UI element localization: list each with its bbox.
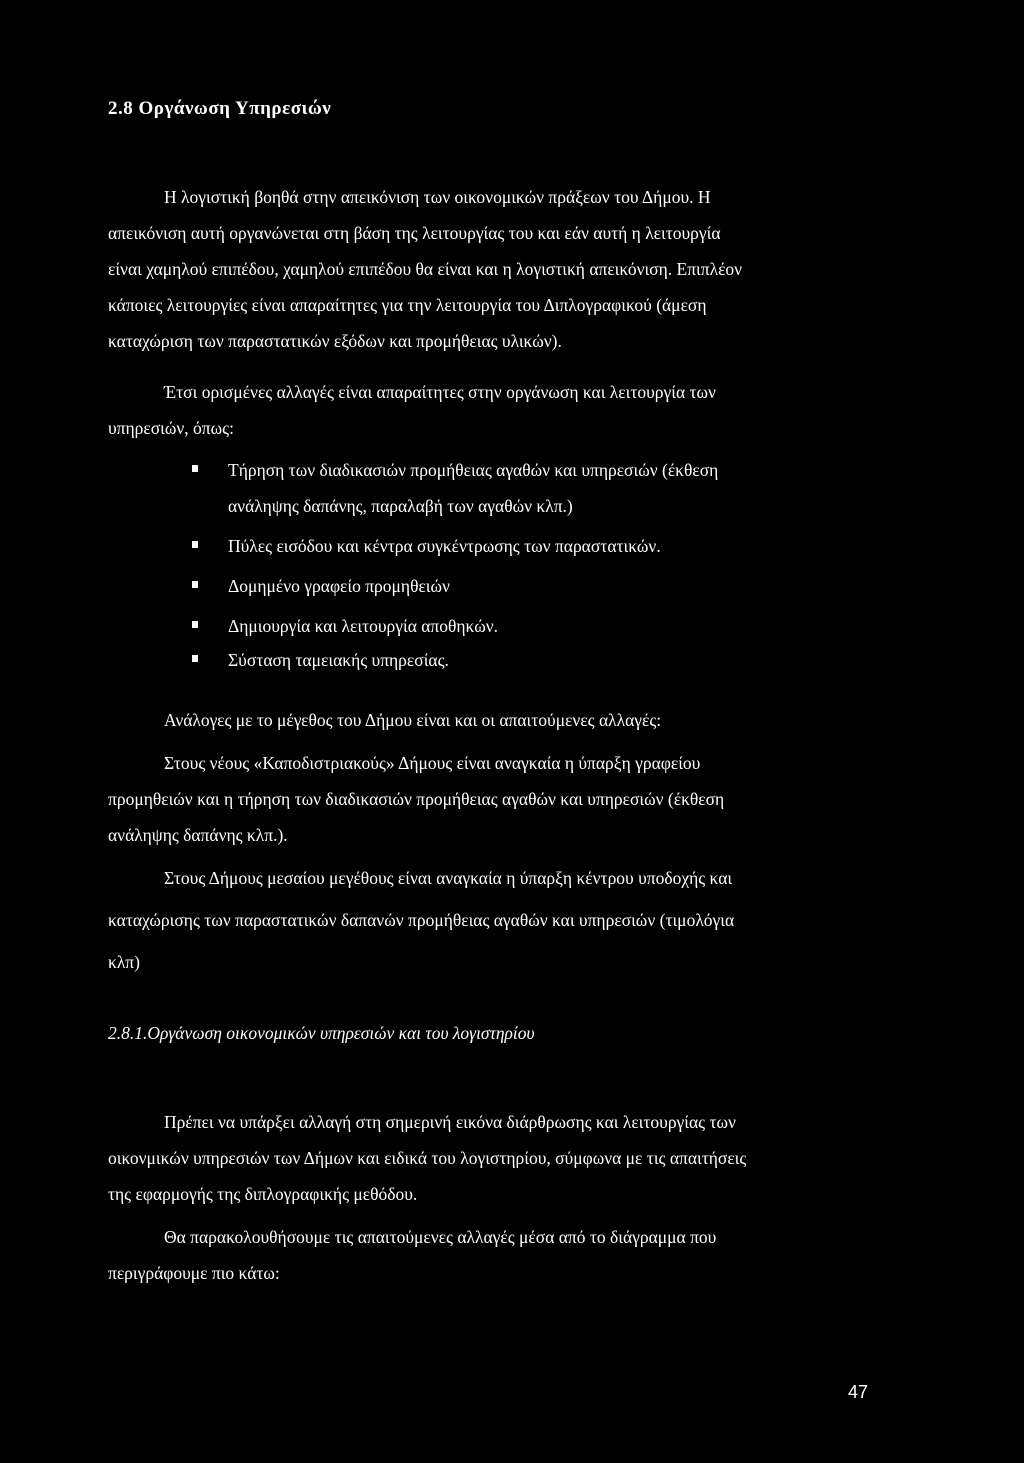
- changes-intro-line: Έτσι ορισμένες αλλαγές είναι απαραίτητες στην οργάνωση και λειτουργία των: [164, 382, 716, 402]
- medium-municipalities-paragraph: [108, 860, 888, 980]
- restructure-line: της εφαρμογής της διπλογραφικής μεθόδου.: [108, 1184, 418, 1204]
- changes-intro-line: υπηρεσιών, όπως:: [108, 418, 234, 438]
- changes-intro-paragraph: [108, 374, 888, 446]
- list-item: [192, 528, 892, 564]
- intro-paragraph: [108, 179, 888, 359]
- section-heading: 2.8 Οργάνωση Υπηρεσιών: [108, 98, 332, 119]
- required-changes-list: [192, 452, 892, 678]
- restructure-paragraph: [108, 1104, 888, 1212]
- diagram-intro-line: περιγράφουμε πιο κάτω:: [108, 1263, 280, 1283]
- list-item: [192, 568, 892, 604]
- square-bullet-icon: [192, 581, 198, 588]
- diagram-intro-paragraph: [108, 1219, 888, 1291]
- medium-municipalities-line: Στους Δήμους μεσαίου μεγέθους είναι αναγκαία η ύπαρξη κέντρου υποδοχής και: [164, 868, 733, 888]
- intro-line: κάποιες λειτουργίες είναι απαραίτητες για την λειτουργία του Διπλογραφικού (άμεση: [108, 295, 707, 315]
- list-item-text: ανάληψης δαπάνης, παραλαβή των αγαθών κλπ.): [228, 496, 573, 516]
- size-paragraph: [108, 702, 888, 738]
- page-number: 47: [848, 1382, 869, 1402]
- list-item-text: Δομημένο γραφείο προμηθειών: [228, 576, 450, 596]
- new-municipalities-line: προμηθειών και η τήρηση των διαδικασιών προμήθειας αγαθών και υπηρεσιών (έκθεση: [108, 789, 725, 809]
- list-item-text: Δημιουργία και λειτουργία αποθηκών.: [228, 616, 499, 636]
- square-bullet-icon: [192, 621, 198, 628]
- new-municipalities-line: ανάληψης δαπάνης κλπ.).: [108, 825, 288, 845]
- square-bullet-icon: [192, 465, 198, 472]
- subsection-heading: 2.8.1.Οργάνωση οικονομικών υπηρεσιών και του λογιστηρίου: [108, 1023, 535, 1043]
- new-municipalities-line: Στους νέους «Καποδιστριακούς» Δήμους είναι αναγκαία η ύπαρξη γραφείου: [164, 753, 701, 773]
- medium-municipalities-line: κλπ): [108, 952, 140, 972]
- diagram-intro-line: Θα παρακολουθήσουμε τις απαιτούμενες αλλαγές μέσα από το διάγραμμα που: [164, 1227, 717, 1247]
- restructure-line: οικονμικών υπηρεσιών των Δήμων και ειδικά του λογιστηρίου, σύμφωνα με τις απαιτήσεις: [108, 1148, 747, 1168]
- list-item-text: Τήρηση των διαδικασιών προμήθειας αγαθών και υπηρεσιών (έκθεση: [228, 460, 719, 480]
- intro-line: είναι χαμηλού επιπέδου, χαμηλού επιπέδου θα είναι και η λογιστική απεικόνιση. Επιπλέον: [108, 259, 743, 279]
- size-line: Ανάλογες με το μέγεθος του Δήμου είναι και οι απαιτούμενες αλλαγές:: [164, 710, 662, 730]
- new-municipalities-paragraph: [108, 745, 888, 853]
- intro-line: απεικόνιση αυτή οργανώνεται στη βάση της λειτουργίας του και εάν αυτή η λειτουργία: [108, 223, 721, 243]
- list-item-text: Πύλες εισόδου και κέντρα συγκέντρωσης των παραστατικών.: [228, 536, 661, 556]
- square-bullet-icon: [192, 655, 198, 662]
- list-item: [192, 452, 892, 524]
- intro-line: καταχώριση των παραστατικών εξόδων και προμήθειας υλικών).: [108, 331, 562, 351]
- medium-municipalities-line: καταχώρισης των παραστατικών δαπανών προμήθειας αγαθών και υπηρεσιών (τιμολόγια: [108, 910, 735, 930]
- list-item: [192, 608, 892, 644]
- list-item: [192, 642, 892, 678]
- intro-line: Η λογιστική βοηθά στην απεικόνιση των οικονομικών πράξεων του Δήμου. Η: [164, 187, 711, 207]
- restructure-line: Πρέπει να υπάρξει αλλαγή στη σημερινή εικόνα διάρθρωσης και λειτουργίας των: [164, 1112, 736, 1132]
- square-bullet-icon: [192, 541, 198, 548]
- list-item-text: Σύσταση ταμειακής υπηρεσίας.: [228, 650, 449, 670]
